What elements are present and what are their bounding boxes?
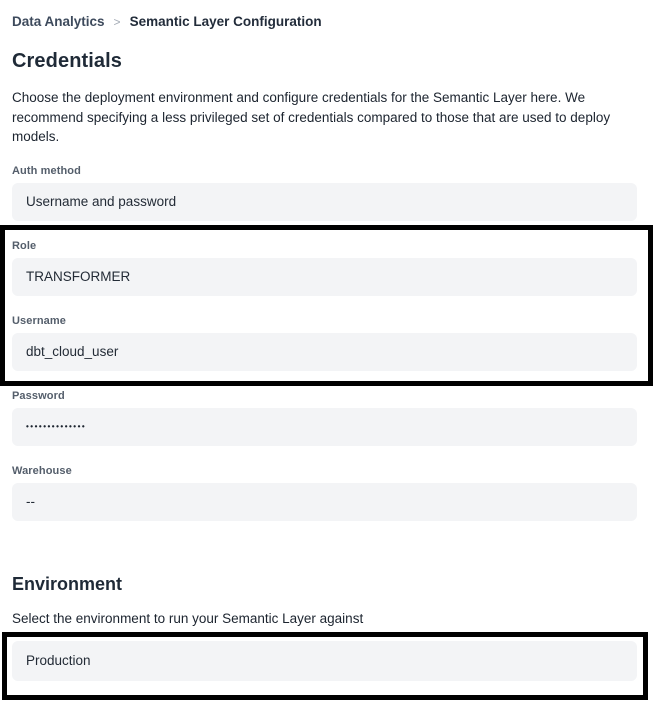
environment-group — [12, 641, 637, 681]
breadcrumb — [12, 14, 637, 29]
auth-method-group — [12, 165, 637, 221]
role-label: Role — [12, 239, 37, 252]
breadcrumb-item-semantic-layer-configuration: Semantic Layer Configuration — [129, 14, 322, 29]
role-group — [12, 240, 637, 296]
username-field[interactable]: dbt_cloud_user — [12, 333, 637, 371]
auth-method-label: Auth method — [12, 164, 81, 177]
credentials-description: Choose the deployment environment and configure credentials for the Semantic Layer here. We recommend specifying a less privileged set of credentials compared to those that are used to deploy models. — [12, 90, 611, 144]
credentials-form — [12, 165, 637, 521]
chevron-right-icon: > — [113, 14, 121, 29]
username-group — [12, 315, 637, 371]
warehouse-field[interactable]: -- — [12, 483, 637, 521]
environment-heading: Environment — [12, 573, 123, 594]
environment-select[interactable]: Production — [12, 641, 637, 681]
password-field[interactable]: •••••••••••••• — [12, 408, 637, 446]
warehouse-label: Warehouse — [12, 464, 72, 477]
password-group — [12, 390, 637, 446]
username-label: Username — [12, 314, 66, 327]
breadcrumb-item-data-analytics[interactable]: Data Analytics — [12, 14, 105, 29]
environment-description: Select the environment to run your Semantic Layer against — [12, 610, 364, 626]
role-field[interactable]: TRANSFORMER — [12, 258, 637, 296]
password-label: Password — [12, 389, 65, 402]
credentials-heading: Credentials — [12, 50, 123, 72]
warehouse-group — [12, 465, 637, 521]
auth-method-field[interactable]: Username and password — [12, 183, 637, 221]
